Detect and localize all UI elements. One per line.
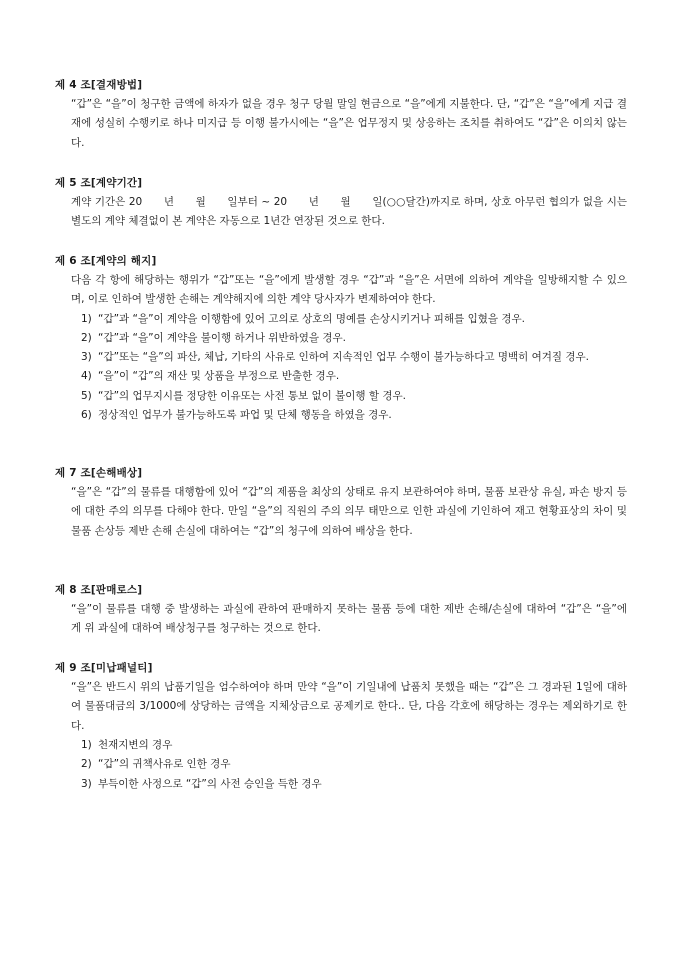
list-item xyxy=(55,387,627,406)
list-item xyxy=(55,367,627,386)
article-9 xyxy=(55,659,627,794)
item-number: 1) xyxy=(81,312,92,325)
article-6 xyxy=(55,252,627,425)
item-number: 6) xyxy=(81,408,92,421)
article-body: “을”은 반드시 위의 납품기일을 엄수하여야 하며 만약 “을”이 기일내에 납품치 못했을 때는 “갑”은 그 경과된 1일에 대하여 물품대금의 3/1000에 상당하는 금액을 지체상금으로 공제키로 한다.. 단, 다음 각호에 해당하는 경우는 제외하기로 한다. xyxy=(71,681,627,732)
item-text: 천재지변의 경우 xyxy=(98,739,173,752)
list-item xyxy=(55,348,627,367)
article-heading: 제 9 조[미납패널티] xyxy=(55,662,153,674)
item-number: 4) xyxy=(81,370,92,383)
item-number: 3) xyxy=(81,351,92,364)
article-heading: 제 5 조[계약기간] xyxy=(55,177,143,189)
list-item xyxy=(55,310,627,329)
article-body: 다음 각 항에 해당하는 행위가 “갑”또는 “을”에게 발생할 경우 “갑”과 “을”은 서면에 의하여 계약을 일방해지할 수 있으며, 이로 인하여 발생한 손해는 계약해지에 의한 계약 당사자가 변제하여야 한다. xyxy=(71,274,627,306)
item-number: 5) xyxy=(81,389,92,402)
article-heading: 제 8 조[판매로스] xyxy=(55,584,143,596)
article-items xyxy=(55,310,627,425)
item-text: “을”이 “갑”의 재산 및 상품을 부정으로 반출한 경우. xyxy=(98,370,340,383)
item-text: 부득이한 사정으로 “갑”의 사전 승인을 득한 경우 xyxy=(98,777,322,790)
item-text: “갑”또는 “을”의 파산, 체납, 기타의 사유로 인하여 지속적인 업무 수행이 불가능하다고 명백히 여겨질 경우. xyxy=(98,351,590,364)
list-item xyxy=(55,755,627,774)
article-7 xyxy=(55,464,627,541)
item-number: 2) xyxy=(81,332,92,345)
article-items xyxy=(55,736,627,794)
article-body: “을”은 “갑”의 물류를 대행함에 있어 “갑”의 제품을 최상의 상태로 유지 보관하여야 하며, 물품 보관상 유실, 파손 방지 등에 대한 주의 의무를 다해야 한다. 만일 “을”의 직원의 주의 의무 태만으로 인한 과실에 기인하여 재고 현황표상의 차이 및 물품 손상등 제반 손해 손실에 대하여는 “갑”의 청구에 의하여 배상을 한다. xyxy=(71,486,627,537)
article-body: 계약 기간은 20 년 월 일부터 ~ 20 년 월 일(○○달간)까지로 하며, 상호 아무런 협의가 없을 시는 별도의 계약 체결없이 본 계약은 자동으로 1년간 연장된 것으로 한다. xyxy=(71,196,627,228)
article-5 xyxy=(55,174,627,232)
list-item xyxy=(55,406,627,425)
article-heading: 제 4 조[결재방법] xyxy=(55,79,143,91)
item-number: 3) xyxy=(81,777,92,790)
article-body: “갑”은 “을”이 청구한 금액에 하자가 없을 경우 청구 당월 말일 현금으로 “을”에게 지불한다. 단, “갑”은 “을”에게 지급 결재에 성실히 수행키로 하나 미지급 등 이행 불가시에는 “을”은 업무정지 및 상응하는 조치를 취하여도 “갑”은 이의치 않는다. xyxy=(71,98,627,149)
list-item xyxy=(55,736,627,755)
article-body: “을”이 물류를 대행 중 발생하는 과실에 관하여 판매하지 못하는 물품 등에 대한 제반 손해/손실에 대하여 “갑”은 “을”에게 위 과실에 대하여 배상청구를 청구하는 것으로 한다. xyxy=(71,603,627,635)
item-number: 2) xyxy=(81,758,92,771)
list-item xyxy=(55,329,627,348)
item-text: 정상적인 업무가 불가능하도록 파업 및 단체 행동을 하였을 경우. xyxy=(98,408,392,421)
article-8 xyxy=(55,581,627,639)
list-item xyxy=(55,775,627,794)
item-text: “갑”의 업무지시를 정당한 이유또는 사전 통보 없이 불이행 할 경우. xyxy=(98,389,406,402)
article-heading: 제 6 조[계약의 해지] xyxy=(55,255,157,267)
item-text: “갑”과 “을”이 계약을 불이행 하거나 위반하였을 경우. xyxy=(98,332,346,345)
item-number: 1) xyxy=(81,739,92,752)
item-text: “갑”과 “을”이 계약을 이행함에 있어 고의로 상호의 명예를 손상시키거나 피해를 입혔을 경우. xyxy=(98,312,525,325)
article-heading: 제 7 조[손해배상] xyxy=(55,467,143,479)
article-4 xyxy=(55,76,627,153)
item-text: “갑”의 귀책사유로 인한 경우 xyxy=(98,758,231,771)
